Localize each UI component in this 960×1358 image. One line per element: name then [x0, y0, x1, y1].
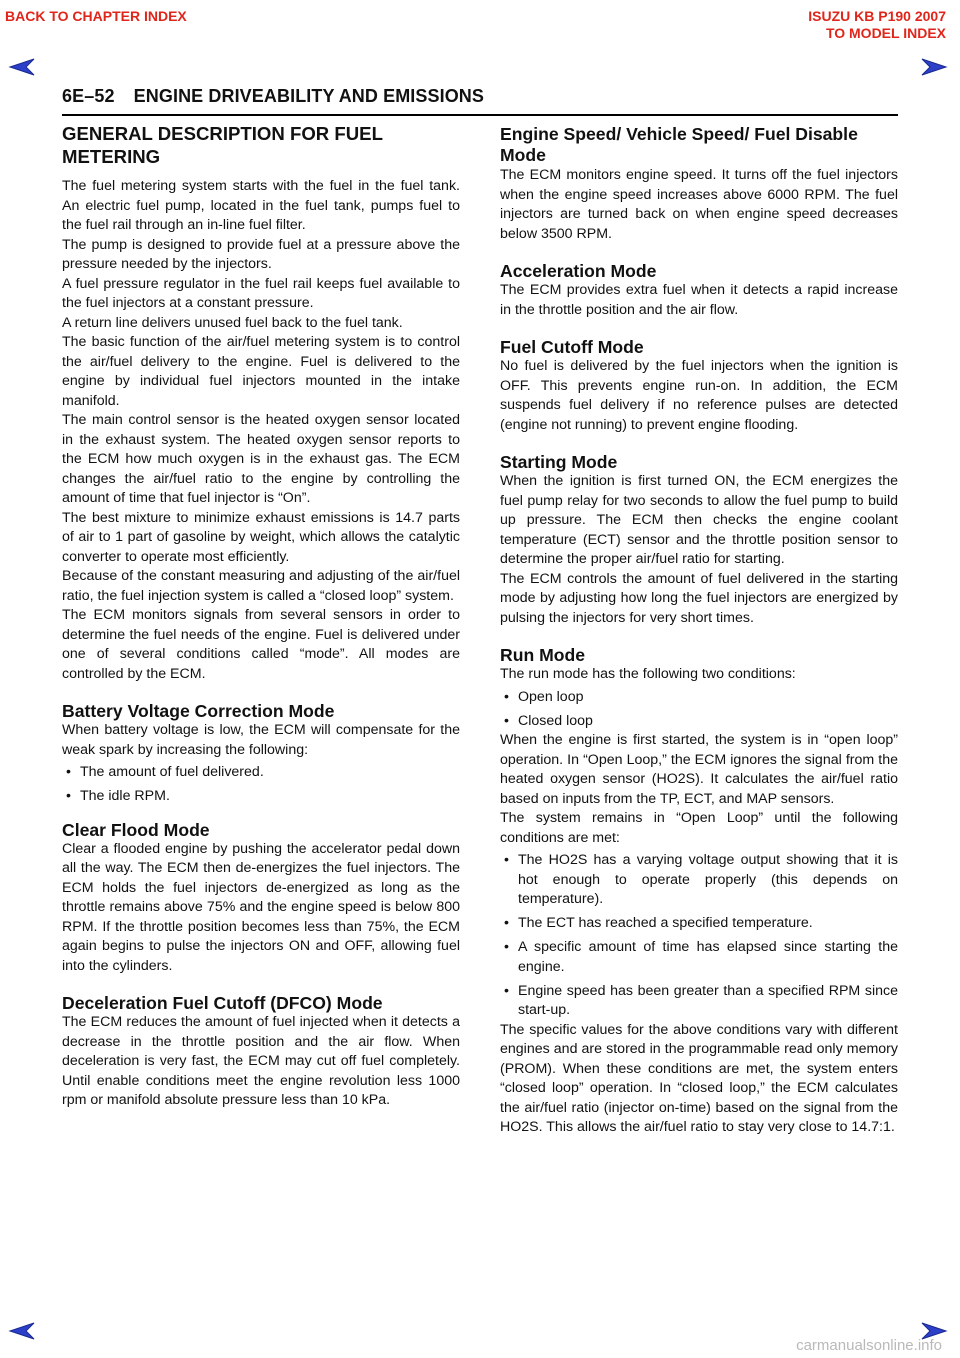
- fuel-cutoff-text: No fuel is delivered by the fuel injectors when the ignition is OFF. This prevents engine run-on. In addition, the ECM suspends fuel delivery if no reference pulses are detected (engine not running) to prevent engine flooding.: [500, 358, 898, 433]
- next-page-arrow-icon[interactable]: [920, 58, 948, 76]
- intro-paragraph: Because of the constant measuring and adjusting of the air/fuel ratio, the fuel injection system is called a “closed loop” system.: [62, 568, 460, 604]
- list-item: • A specific amount of time has elapsed since starting the engine.: [500, 938, 898, 977]
- dfco-heading: Deceleration Fuel Cutoff (DFCO) Mode: [62, 993, 383, 1013]
- speed-disable-heading: Engine Speed/ Vehicle Speed/ Fuel Disable Mode: [500, 124, 858, 165]
- page-code: 6E–52: [62, 86, 115, 106]
- clear-flood-text: Clear a flooded engine by pushing the accelerator pedal down all the way. The ECM then de-energizes the fuel injectors. The ECM holds the fuel injectors de-energized as long as the throttle remains above 75% and the engine speed is below 800 RPM. If the throttle position becomes less than 75%, the ECM again begins to pulse the injectors ON and OFF, allowing fuel into the cylinders.: [62, 840, 460, 974]
- run-mode-intro: The run mode has the following two conditions:: [500, 666, 796, 682]
- battery-mode-list: [62, 763, 460, 807]
- right-column: [500, 122, 898, 1138]
- watermark: carmanualsonline.info: [796, 1337, 942, 1354]
- page-header: [62, 86, 484, 107]
- model-title-link[interactable]: ISUZU KB P190 2007: [808, 8, 946, 24]
- dfco-text: The ECM reduces the amount of fuel injected when it detects a decrease in the throttle position and the air flow. When deceleration is very fast, the ECM may cut off fuel completely. Until enable conditions meet the engine revolution less 1000 rpm or manifold absolute pressure less than 10 kPa.: [62, 1014, 460, 1108]
- list-item: • Closed loop: [500, 712, 898, 732]
- open-loop-conditions: [500, 851, 898, 1021]
- speed-disable-text: The ECM monitors engine speed. It turns off the fuel injectors when the engine speed increases above 6000 RPM. The fuel injectors are turned back on when engine speed decreases below 3500 RPM.: [500, 167, 898, 242]
- starting-mode-heading: Starting Mode: [500, 452, 618, 472]
- list-item: • The HO2S has a varying voltage output showing that it is hot enough to operate properly (this depends on temperature).: [500, 851, 898, 910]
- run-mode-text: The system remains in “Open Loop” until the following conditions are met:: [500, 810, 898, 846]
- intro-paragraph: The pump is designed to provide fuel at a pressure above the pressure needed by the injectors.: [62, 236, 460, 272]
- list-item: • Open loop: [500, 688, 898, 708]
- back-to-chapter-index-link[interactable]: BACK TO CHAPTER INDEX: [5, 8, 187, 24]
- intro-paragraph: The best mixture to minimize exhaust emissions is 14.7 parts of air to 1 part of gasoline by weight, which allows the catalytic converter to operate most efficiently.: [62, 509, 460, 565]
- list-item: • Engine speed has been greater than a specified RPM since start-up.: [500, 982, 898, 1021]
- left-column: [62, 122, 460, 1111]
- intro-paragraph: The fuel metering system starts with the fuel in the fuel tank. An electric fuel pump, located in the fuel tank, pumps fuel to the fuel rail through an in-line fuel filter.: [62, 178, 460, 233]
- starting-mode-text: When the ignition is first turned ON, the ECM energizes the fuel pump relay for two seconds to allow the fuel pump to build up pressure. The ECM then checks the engine coolant temperature (ECT) sensor and the throttle position sensor to determine the proper air/fuel ratio for starting.: [500, 473, 898, 567]
- section-title: GENERAL DESCRIPTION FOR FUEL METERING: [62, 123, 383, 167]
- fuel-cutoff-heading: Fuel Cutoff Mode: [500, 337, 644, 357]
- list-item: • The idle RPM.: [62, 787, 460, 807]
- starting-mode-text: The ECM controls the amount of fuel delivered in the starting mode by adjusting how long the fuel injectors are energized by pulsing the injectors for very short times.: [500, 570, 898, 626]
- list-item: • The amount of fuel delivered.: [62, 763, 460, 783]
- prev-page-arrow-icon[interactable]: [8, 58, 36, 76]
- run-mode-text: When the engine is first started, the system is in “open loop” operation. In “Open Loop,” the ECM ignores the signal from the heated oxygen sensor (HO2S). It calculates the air/fuel ratio based on inputs from the TP, ECT, and MAP sensors.: [500, 732, 898, 807]
- run-mode-conditions: [500, 688, 898, 732]
- prev-page-bottom-arrow-icon[interactable]: [8, 1322, 36, 1340]
- to-model-index-link[interactable]: TO MODEL INDEX: [825, 25, 946, 41]
- intro-paragraph: The main control sensor is the heated oxygen sensor located in the exhaust system. The heated oxygen sensor reports to the ECM how much oxygen is in the exhaust gas. The ECM changes the air/fuel ratio to the engine by controlling the amount of time that fuel injector is “On”.: [62, 412, 460, 506]
- page-title: ENGINE DRIVEABILITY AND EMISSIONS: [133, 86, 485, 106]
- battery-mode-text: When battery voltage is low, the ECM will compensate for the weak spark by increasing the following:: [62, 722, 460, 758]
- clear-flood-heading: Clear Flood Mode: [62, 819, 210, 840]
- run-mode-heading: Run Mode: [500, 645, 586, 665]
- acceleration-text: The ECM provides extra fuel when it detects a rapid increase in the throttle position and the air flow.: [500, 282, 898, 318]
- acceleration-heading: Acceleration Mode: [500, 261, 657, 281]
- intro-paragraph: The ECM monitors signals from several sensors in order to determine the fuel needs of the engine. Fuel is delivered under one of several conditions called “mode”. All modes are controlled by the ECM.: [62, 607, 460, 682]
- battery-mode-heading: Battery Voltage Correction Mode: [62, 701, 335, 721]
- header-rule: [62, 114, 898, 116]
- intro-paragraph: A fuel pressure regulator in the fuel rail keeps fuel available to the fuel injectors at a constant pressure.: [62, 275, 460, 311]
- run-mode-text: The specific values for the above conditions vary with different engines and are stored in the programmable read only memory (PROM). When these conditions are met, the system enters “closed loop” operation. In “closed loop,” the ECM calculates the air/fuel ratio (injector on-time) based on the signal from the HO2S. This allows the air/fuel ratio to stay very close to 14.7:1.: [500, 1021, 898, 1135]
- model-nav: [808, 8, 946, 42]
- list-item: • The ECT has reached a specified temperature.: [500, 914, 898, 934]
- intro-paragraph: The basic function of the air/fuel metering system is to control the air/fuel delivery to the engine. Fuel is delivered to the engine by individual fuel injectors mounted in the intake manifold.: [62, 334, 460, 409]
- intro-paragraph: A return line delivers unused fuel back to the fuel tank.: [62, 314, 403, 331]
